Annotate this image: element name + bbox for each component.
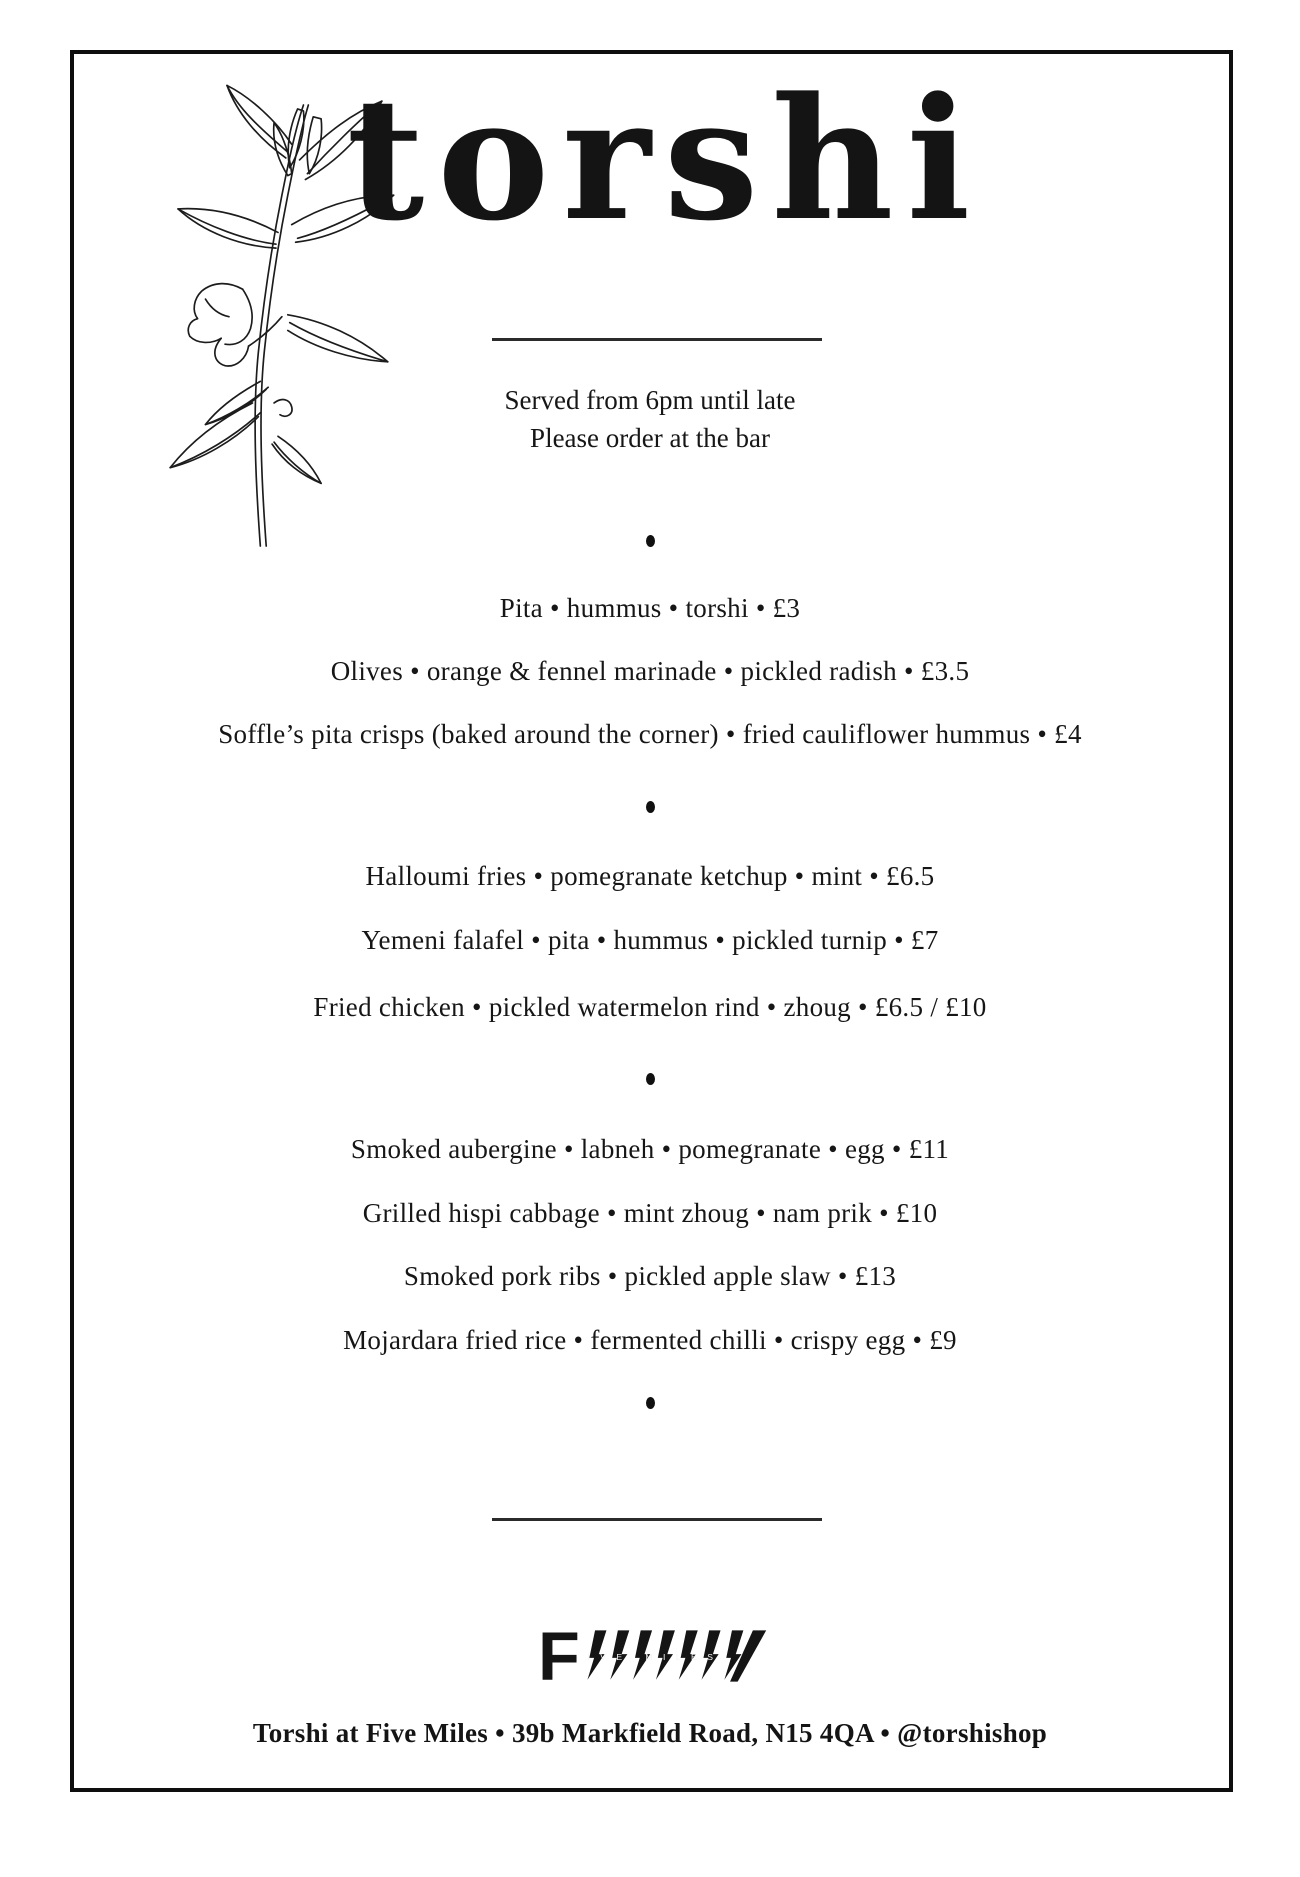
service-notes (0, 381, 1300, 457)
five-miles-logo (538, 1628, 770, 1684)
menu-item: Halloumi fries • pomegranate ketchup • mint • £6.5 (365, 861, 935, 891)
menu-item: Fried chicken • pickled watermelon rind • zhoug • £6.5 / £10 (313, 992, 987, 1022)
section-separator-dot (646, 1073, 655, 1085)
menu-item: Grilled hispi cabbage • mint zhoug • nam prik • £10 (362, 1198, 938, 1228)
section-separator-dot (646, 1397, 655, 1409)
menu-item: Pita • hummus • torshi • £3 (499, 593, 801, 623)
section-separator-dot (646, 801, 655, 813)
menu-item: Mojardara fried rice • fermented chilli • crispy egg • £9 (343, 1325, 957, 1355)
served-note: Served from 6pm until late (504, 385, 796, 415)
order-note: Please order at the bar (530, 423, 770, 453)
footer-address: Torshi at Five Miles • 39b Markfield Road, N15 4QA • @torshishop (252, 1718, 1048, 1748)
menu-item: Yemeni falafel • pita • hummus • pickled turnip • £7 (361, 925, 939, 955)
menu-item: Soffle’s pita crisps (baked around the corner) • fried cauliflower hummus • £4 (218, 719, 1082, 749)
divider-line-top (492, 338, 822, 341)
section-separator-dot (646, 535, 655, 547)
menu-item: Olives • orange & fennel marinade • pickled radish • £3.5 (330, 656, 970, 686)
five-miles-logo-letters: IVE MILES (587, 1651, 724, 1662)
restaurant-logo: torshi (346, 60, 984, 258)
menu-item: Smoked pork ribs • pickled apple slaw • £13 (403, 1261, 897, 1291)
menu-item: Smoked aubergine • labneh • pomegranate • egg • £11 (350, 1134, 950, 1164)
divider-line-bottom (492, 1518, 822, 1521)
five-miles-logo-initial: F (538, 1628, 580, 1684)
